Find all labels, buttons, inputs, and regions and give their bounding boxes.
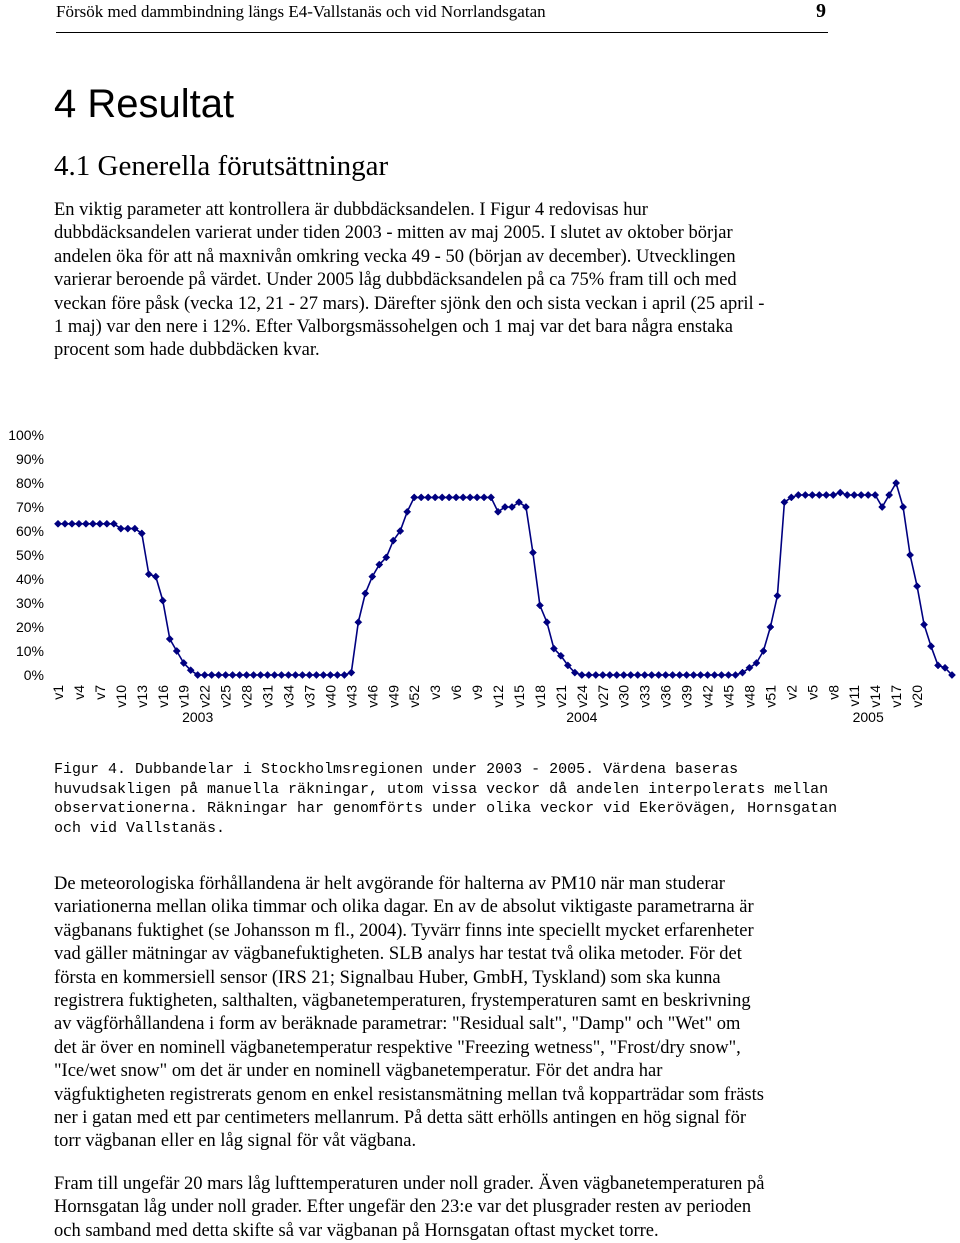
data-point-marker <box>68 520 75 527</box>
data-point-marker <box>124 525 131 532</box>
x-tick-label: v36 <box>657 685 674 708</box>
paragraph-line: av vägförhållandena i form av beräknade parametrar: "Residual salt", "Damp" och "Wet" om <box>54 1014 741 1035</box>
x-tick-label: v3 <box>427 685 444 700</box>
paragraph-line: varierar beroende på värdet. Under 2005 låg dubbdäcksandelen på ca 75% fram till och med <box>54 270 737 291</box>
data-point-marker <box>480 494 487 501</box>
data-point-marker <box>767 623 774 630</box>
data-point-marker <box>886 491 893 498</box>
paragraph-line: ner i gatan med ett par centimeters mellanrum. På detta sätt erhölls antingen en hög signal för <box>54 1108 746 1129</box>
data-point-marker <box>920 621 927 628</box>
data-point-marker <box>89 520 96 527</box>
data-point-marker <box>82 520 89 527</box>
paragraph-line: vad gäller mätningar av vägbanefuktigheten. SLB analys har testat två olika metoder. För det <box>54 944 742 965</box>
data-point-marker <box>683 671 690 678</box>
x-tick-label: v21 <box>552 685 569 708</box>
data-point-marker <box>215 671 222 678</box>
data-point-marker <box>278 671 285 678</box>
x-tick-label: v49 <box>385 685 402 708</box>
data-point-marker <box>900 503 907 510</box>
data-point-marker <box>697 671 704 678</box>
data-point-marker <box>369 573 376 580</box>
data-point-marker <box>690 671 697 678</box>
data-point-marker <box>802 491 809 498</box>
data-point-marker <box>809 491 816 498</box>
data-point-marker <box>676 671 683 678</box>
paragraph-line: torr vägbanan eller en låg signal för våt vägbana. <box>54 1131 417 1152</box>
data-point-marker <box>313 671 320 678</box>
x-tick-label: v12 <box>490 685 507 708</box>
year-label: 2004 <box>566 709 598 725</box>
y-tick-label: 10% <box>15 643 44 659</box>
x-tick-label: v31 <box>259 685 276 708</box>
data-point-marker <box>466 494 473 501</box>
y-tick-label: 100% <box>8 427 44 443</box>
data-point-marker <box>201 671 208 678</box>
data-point-marker <box>585 671 592 678</box>
x-tick-label: v51 <box>762 685 779 708</box>
data-point-marker <box>872 491 879 498</box>
x-tick-label: v8 <box>825 685 842 700</box>
x-tick-label: v39 <box>678 685 695 708</box>
data-point-marker <box>229 671 236 678</box>
x-tick-label: v34 <box>280 685 297 708</box>
running-header <box>56 0 828 33</box>
y-tick-label: 90% <box>15 451 44 467</box>
data-point-marker <box>543 619 550 626</box>
data-point-marker <box>620 671 627 678</box>
data-point-marker <box>627 671 634 678</box>
data-point-marker <box>306 671 313 678</box>
x-tick-label: v22 <box>196 685 213 708</box>
data-point-marker <box>439 494 446 501</box>
paragraph-line: procent som hade dubbdäcken kvar. <box>54 340 320 361</box>
x-tick-label: v6 <box>448 685 465 700</box>
paragraph-line: det är över en nominell vägbanetemperatur respektive "Freezing wetness", "Frost/dry snow", <box>54 1037 741 1058</box>
year-label: 2005 <box>852 709 884 725</box>
data-point-marker <box>173 647 180 654</box>
data-point-marker <box>208 671 215 678</box>
caption-line: huvudsakligen på manuella räkningar, utom vissa veckor då andelen interpolerats mellan <box>54 780 829 798</box>
x-tick-label: v1 <box>50 685 66 700</box>
data-point-marker <box>334 671 341 678</box>
data-point-marker <box>893 479 900 486</box>
paragraph-line: veckan före påsk (vecka 12, 21 - 27 mars). Därefter sjönk den och sista veckan i april (25 april - <box>54 293 765 314</box>
data-point-marker <box>446 494 453 501</box>
x-tick-label: v33 <box>636 685 653 708</box>
data-point-marker <box>159 597 166 604</box>
x-tick-label: v45 <box>720 685 737 708</box>
data-point-marker <box>425 494 432 501</box>
x-tick-label: v46 <box>364 685 381 708</box>
y-tick-label: 40% <box>15 571 44 587</box>
x-tick-label: v2 <box>783 685 800 700</box>
data-point-marker <box>257 671 264 678</box>
data-point-marker <box>634 671 641 678</box>
paragraph-line: vägfuktigheten registrerats genom en enkel resistansmätning mellan två kopparträdar som frästs <box>54 1084 764 1105</box>
caption-line: observationerna. Räkningar har genomförts under olika veckor vid Ekerövägen, Hornsgatan <box>54 800 838 817</box>
data-point-marker <box>236 671 243 678</box>
x-tick-label: v10 <box>112 685 129 708</box>
data-point-marker <box>641 671 648 678</box>
data-point-marker <box>934 662 941 669</box>
data-point-marker <box>830 491 837 498</box>
data-point-marker <box>348 669 355 676</box>
data-point-marker <box>320 671 327 678</box>
data-point-marker <box>704 671 711 678</box>
data-point-marker <box>529 549 536 556</box>
x-tick-label: v15 <box>510 685 527 708</box>
data-point-marker <box>795 491 802 498</box>
x-tick-label: v25 <box>217 685 234 708</box>
caption-line: och vid Vallstanäs. <box>54 819 226 837</box>
y-axis <box>8 427 44 683</box>
x-tick-label: v11 <box>846 685 863 707</box>
data-point-marker <box>718 671 725 678</box>
x-tick-label: v28 <box>238 685 255 708</box>
series-line-group <box>54 479 955 678</box>
data-point-marker <box>341 671 348 678</box>
paragraph-line: Hornsgatan låg under noll grader. Efter ungefär den 23:e var det plusgrader resten av perioden <box>54 1197 752 1218</box>
paragraph-line: andelen öka för att nå maxnivån omkring vecka 49 - 50 (början av december). Utvecklingen <box>54 246 736 267</box>
x-tick-label: v30 <box>615 685 632 708</box>
data-point-marker <box>711 671 718 678</box>
data-point-marker <box>760 647 767 654</box>
x-tick-label: v52 <box>406 685 423 708</box>
data-point-marker <box>453 494 460 501</box>
x-tick-label: v17 <box>888 685 905 708</box>
paragraph-line: första en kommersiell sensor (IRS 21; Signalbau Huber, GmbH, Tyskland) som ska kunna <box>54 967 721 988</box>
x-tick-label: v24 <box>573 685 590 708</box>
paragraph-line: En viktig parameter att kontrollera är dubbdäcksandelen. I Figur 4 redovisas hur <box>54 200 648 220</box>
data-point-marker <box>837 489 844 496</box>
x-tick-label: v5 <box>804 685 821 700</box>
y-tick-label: 30% <box>15 595 44 611</box>
data-point-marker <box>459 494 466 501</box>
data-point-marker <box>879 503 886 510</box>
data-point-marker <box>285 671 292 678</box>
section-heading: 4.1 Generella förutsättningar <box>54 150 389 182</box>
data-point-marker <box>599 671 606 678</box>
data-point-marker <box>823 491 830 498</box>
x-tick-label: v42 <box>699 685 716 708</box>
x-tick-label: v13 <box>133 685 150 708</box>
data-point-marker <box>732 671 739 678</box>
data-point-marker <box>250 671 257 678</box>
figure-caption <box>54 760 837 838</box>
data-point-marker <box>816 491 823 498</box>
data-point-marker <box>96 520 103 527</box>
y-tick-label: 0% <box>23 667 44 683</box>
x-tick-label: v40 <box>322 685 339 708</box>
y-tick-label: 20% <box>15 619 44 635</box>
paragraph-line: variationerna mellan olika timmar och olika dagar. En av de absolut viktigaste parametrarna är <box>54 897 754 918</box>
caption-line: Figur 4. Dubbandelar i Stockholmsregionen under 2003 - 2005. Värdena baseras <box>54 761 739 778</box>
x-axis <box>50 685 925 725</box>
x-tick-label: v37 <box>301 685 318 708</box>
data-point-marker <box>145 571 152 578</box>
paragraph-line: vägbanans fuktighet (se Johansson m fl., 2004). Tyvärr finns inte speciellt mycket erfarenheter <box>54 920 754 941</box>
data-point-marker <box>487 494 494 501</box>
data-point-marker <box>606 671 613 678</box>
data-point-marker <box>844 491 851 498</box>
data-point-marker <box>75 520 82 527</box>
data-point-marker <box>61 520 68 527</box>
x-tick-label: v4 <box>70 685 87 700</box>
data-point-marker <box>299 671 306 678</box>
data-point-marker <box>774 592 781 599</box>
data-point-marker <box>858 491 865 498</box>
paragraph-line: 1 maj) var den nere i 12%. Efter Valborgsmässohelgen och 1 maj var det bara några enstaka <box>54 317 733 338</box>
data-point-marker <box>592 671 599 678</box>
series-line <box>58 483 952 675</box>
data-point-marker <box>725 671 732 678</box>
page-number: 9 <box>816 0 826 22</box>
paragraph-line: och samband med detta skifte så var vägbanan på Hornsgatan oftast mycket torre. <box>54 1220 659 1241</box>
data-point-marker <box>613 671 620 678</box>
data-point-marker <box>264 671 271 678</box>
x-tick-label: v43 <box>343 685 360 708</box>
y-tick-label: 70% <box>15 499 44 515</box>
data-point-marker <box>669 671 676 678</box>
data-point-marker <box>418 494 425 501</box>
document-title: Försök med dammbindning längs E4-Vallstanäs och vid Norrlandsgatan <box>56 2 546 21</box>
data-point-marker <box>166 635 173 642</box>
x-tick-label: v19 <box>175 685 192 708</box>
data-point-marker <box>362 590 369 597</box>
data-point-marker <box>152 573 159 580</box>
y-tick-label: 80% <box>15 475 44 491</box>
data-point-marker <box>865 491 872 498</box>
x-tick-label: v14 <box>867 685 884 708</box>
chapter-heading: 4 Resultat <box>54 82 235 126</box>
data-point-marker <box>243 671 250 678</box>
x-tick-label: v27 <box>594 685 611 708</box>
x-tick-label: v16 <box>154 685 171 708</box>
data-point-marker <box>327 671 334 678</box>
paragraph-line: Fram till ungefär 20 mars låg lufttemperaturen under noll grader. Även vägbanetemperaturen på <box>54 1174 765 1194</box>
data-point-marker <box>103 520 110 527</box>
data-point-marker <box>648 671 655 678</box>
y-tick-label: 60% <box>15 523 44 539</box>
data-point-marker <box>851 491 858 498</box>
data-point-marker <box>906 551 913 558</box>
data-point-marker <box>536 602 543 609</box>
paragraph-line: De meteorologiska förhållandena är helt avgörande för halterna av PM10 när man studerar <box>54 874 725 894</box>
year-label: 2003 <box>182 709 214 725</box>
paragraph-temperature <box>54 1173 764 1243</box>
x-tick-label: v18 <box>531 685 548 708</box>
data-point-marker <box>54 520 61 527</box>
data-point-marker <box>578 671 585 678</box>
studded-tire-share-chart <box>0 420 960 740</box>
data-point-marker <box>473 494 480 501</box>
data-point-marker <box>655 671 662 678</box>
y-tick-label: 50% <box>15 547 44 563</box>
paragraph-dubbdack <box>54 199 764 363</box>
data-point-marker <box>292 671 299 678</box>
paragraph-line: registrera fuktigheten, salthalten, vägbanetemperaturen, frystemperaturen samt en beskrivning <box>54 991 751 1012</box>
data-point-marker <box>662 671 669 678</box>
paragraph-meteorology <box>54 873 764 1154</box>
x-tick-label: v7 <box>91 685 108 700</box>
data-point-marker <box>927 643 934 650</box>
data-point-marker <box>271 671 278 678</box>
data-point-marker <box>222 671 229 678</box>
data-point-marker <box>355 619 362 626</box>
data-point-marker <box>913 583 920 590</box>
data-point-marker <box>432 494 439 501</box>
data-point-marker <box>404 508 411 515</box>
paragraph-line: dubbdäcksandelen varierat under tiden 2003 - mitten av maj 2005. I slutet av oktober börjar <box>54 223 733 244</box>
paragraph-line: "Ice/wet snow" om det är under en nominell vägbanetemperatur. För det andra har <box>54 1061 663 1082</box>
x-tick-label: v48 <box>741 685 758 708</box>
x-tick-label: v20 <box>909 685 926 708</box>
x-tick-label: v9 <box>469 685 486 700</box>
data-point-marker <box>411 494 418 501</box>
